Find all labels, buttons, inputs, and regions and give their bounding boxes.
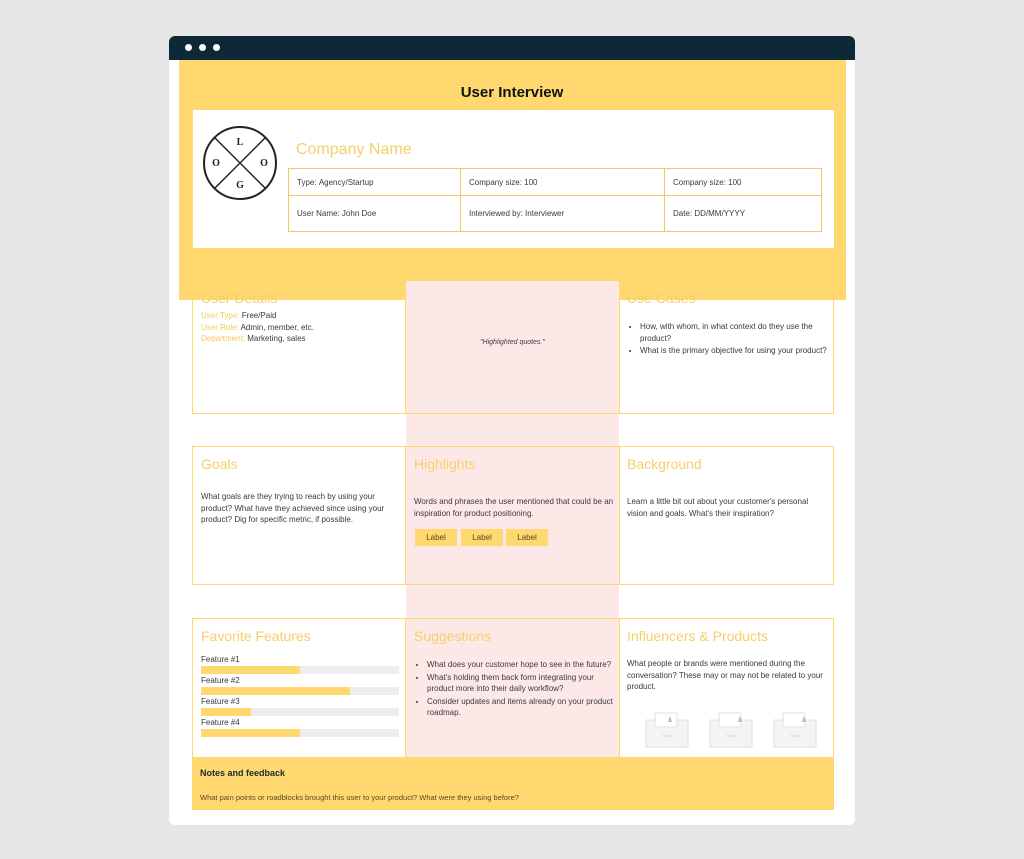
user-role-row: User Role: Admin, member, etc. (201, 322, 314, 332)
suggestions-title: Suggestions (414, 628, 492, 644)
suggestions-list (414, 659, 614, 720)
folder-label: Save (662, 733, 672, 738)
window-titlebar (169, 36, 855, 60)
background-title: Background (627, 456, 702, 472)
info-cell-user-name: User Name: John Doe (289, 196, 461, 231)
feature-label: Feature #2 (201, 676, 240, 685)
feature-bar-fill (201, 666, 300, 674)
feature-bar-fill (201, 687, 350, 695)
folder-icon[interactable] (645, 712, 689, 748)
info-cell-company-size-2: Company size: 100 (665, 169, 821, 196)
page-title: User Interview (460, 84, 564, 101)
feature-label: Feature #4 (201, 718, 240, 727)
highlights-text: Words and phrases the user mentioned that could be an inspiration for product positioning. (414, 497, 614, 518)
list-item: • What does your customer hope to see in the future? (427, 659, 614, 671)
logo-letter-bottom: G (236, 180, 244, 191)
user-details-list (201, 310, 401, 345)
goals-text: What goals are they trying to reach by using your product? What have they achieved since using your product? Dig for specific metric, if possible. (201, 492, 385, 524)
folder-label: Save (790, 733, 800, 738)
influencers-text: What people or brands were mentioned during the conversation? These may or may not be related to your product. (627, 659, 823, 691)
feature-bar-fill (201, 729, 300, 737)
folder-icon[interactable] (773, 712, 817, 748)
feature-bar-fill (201, 708, 251, 716)
highlight-label-tag[interactable]: Label (461, 529, 503, 546)
notes-text: What pain points or roadblocks brought this user to your product? What were they using before? (200, 793, 519, 802)
window-dot-icon[interactable] (199, 44, 206, 51)
window-dot-icon[interactable] (185, 44, 192, 51)
logo-letter-left: O (212, 158, 220, 169)
notes-title: Notes and feedback (200, 768, 286, 778)
company-logo-icon (202, 125, 278, 201)
use-cases-list (627, 321, 827, 358)
highlight-label-tag[interactable]: Label (415, 529, 457, 546)
list-item: • What's holding them back form integrating your product more into their daily workflow? (427, 672, 614, 695)
feature-label: Feature #3 (201, 697, 240, 706)
feature-bar (201, 729, 399, 737)
info-cell-interviewed-by: Interviewed by: Interviewer (461, 196, 665, 231)
feature-bar (201, 708, 399, 716)
background-text: Learn a little bit out about your customer's personal vision and goals. What's their inspiration? (627, 497, 809, 518)
company-info-table (288, 168, 822, 232)
department-row: Department: Marketing, sales (201, 334, 306, 343)
feature-label: Feature #1 (201, 655, 240, 664)
favorite-features-title: Favorite Features (201, 628, 311, 644)
use-cases-title: Use Cases (627, 290, 696, 306)
folder-label: Save (726, 733, 736, 738)
list-item: • Consider updates and items already on your product roadmap. (427, 696, 614, 719)
logo-letter-right: O (260, 158, 268, 169)
notes-section (192, 758, 834, 810)
company-name: Company Name (296, 141, 412, 158)
feature-bar (201, 687, 399, 695)
highlighted-quote: "Highlighted quotes." (480, 339, 545, 346)
info-cell-type: Type: Agency/Startup (289, 169, 461, 196)
highlights-title: Highlights (414, 456, 476, 472)
goals-title: Goals (201, 456, 238, 472)
window-dot-icon[interactable] (213, 44, 220, 51)
highlight-label-tag[interactable]: Label (506, 529, 548, 546)
user-details-title: User Details (201, 290, 278, 306)
user-type-row: User Type: Free/Paid (201, 311, 277, 320)
info-cell-date: Date: DD/MM/YYYY (673, 209, 746, 218)
logo-letter-top: L (236, 137, 244, 148)
feature-bar (201, 666, 399, 674)
folder-icon[interactable] (709, 712, 753, 748)
list-item: • How, with whom, in what context do they use the product? (640, 321, 827, 344)
list-item: • What is the primary objective for using your product? (640, 345, 827, 357)
influencers-title: Influencers & Products (627, 628, 768, 644)
info-cell-company-size: Company size: 100 (461, 169, 665, 196)
